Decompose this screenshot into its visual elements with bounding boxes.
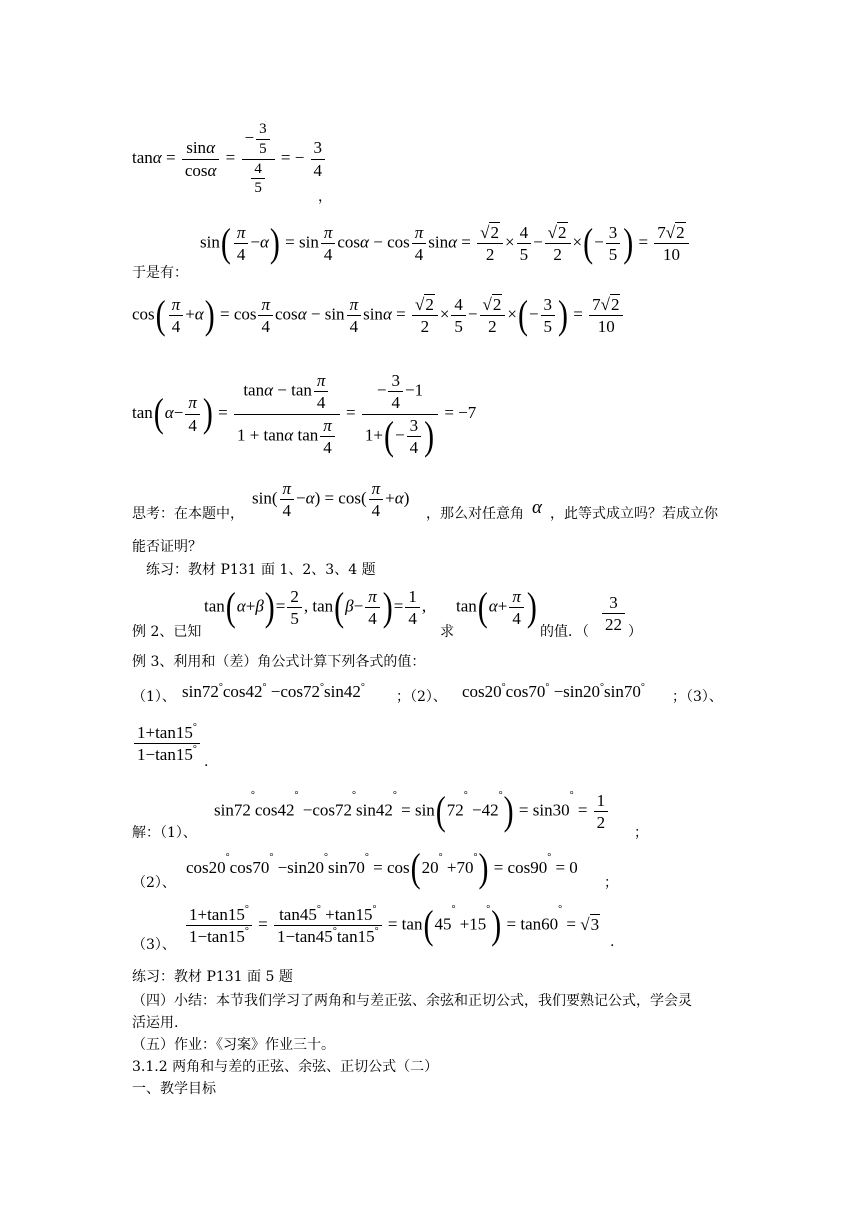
example-3-expr2: cos20°cos70° −sin20°sin70° bbox=[462, 682, 645, 701]
example-2-answer: $\frac{3}{22}$ bbox=[600, 592, 627, 636]
section-title: 3.1.2 两角和与差的正弦、余弦、正切公式（二） bbox=[132, 1059, 439, 1075]
summary-line-2: 活运用. bbox=[132, 1015, 179, 1031]
think-line-2: 能否证明？ bbox=[132, 539, 202, 555]
example-2-suffix: 的值．（ bbox=[540, 624, 589, 640]
solution-2-label: （2）、 bbox=[132, 875, 176, 891]
tan-difference-equation: tan(α− $\frac{\pi}{4}$ ) = tanα − tan $\frac{\pi}{4}$ 1 + tanα tan $\frac{\pi}{4}$ = − $\frac{3}{4}$ −1 1+(− $\frac{3}{4}$ ) = −7 bbox=[132, 371, 477, 459]
solution-1-label: 解：（1）、 bbox=[132, 825, 197, 841]
solution-1-end: ； bbox=[634, 825, 648, 841]
example-3-part2-label: ；（2）、 bbox=[396, 689, 447, 705]
practice-line-1: 练习：教材 P131 面 1、2、3、4 题 bbox=[146, 562, 376, 578]
comma-mark: ， bbox=[318, 189, 332, 205]
think-suffix-b: ，此等式成立吗？若成立你 bbox=[550, 506, 718, 522]
homework-line: （五）作业：《习案》作业三十。 bbox=[132, 1037, 335, 1053]
example-3-expr1: sin72°cos42° −cos72°sin42° bbox=[182, 682, 365, 701]
solution-3-equation: $\frac{1+\tan 15^\circ}{1-\tan 15^\circ}$ = $\frac{\tan 45^\circ +\tan 15^\circ}{1-\tan 45^\circ\tan 15^\circ}$ = tan(45° +15°) = tan60° = √3 bbox=[184, 904, 600, 948]
objectives-heading: 一、教学目标 bbox=[132, 1081, 216, 1097]
example-2-target: tan(α+ $\frac{\pi}{4}$ ) bbox=[456, 584, 537, 630]
example-3-end: . bbox=[204, 754, 209, 770]
cos-sum-equation: cos( $\frac{\pi}{4}$ +α) = cos $\frac{\pi}{4}$ cosα − sin $\frac{\pi}{4}$ sinα = $\frac{√2}{2}$ × $\frac{4}{5}$ − $\frac{√2}{2}$ ×(− $\frac{3}{5}$ ) = $\frac{7√2}{10}$ bbox=[132, 294, 625, 338]
example-3-part3-label: ；（3）、 bbox=[672, 689, 723, 705]
summary-line-1: （四）小结：本节我们学习了两角和与差正弦、余弦和正切公式，我们要熟记公式，学会灵 bbox=[132, 993, 692, 1009]
yu-shi-you-label: 于是有： bbox=[132, 265, 188, 281]
tan-alpha-equation: tanα = $\frac{\sin\alpha}{\cos\alpha}$ = − $\frac{3}{5}$ $\frac{4}{5}$ = − $\frac{3}{4}$ bbox=[132, 120, 327, 198]
example-3-expr3: $\frac{1+\tan 15^\circ}{1-\tan 15^\circ}$ bbox=[132, 722, 202, 766]
example-2-qiu: 求 bbox=[440, 624, 454, 640]
solution-1-equation: sin72°cos42° −cos72°sin42° = sin(72° −42°) = sin30° = $\frac{1}{2}$ bbox=[214, 790, 610, 834]
sin-difference-equation: sin( $\frac{\pi}{4}$ −α) = sin $\frac{\pi}{4}$ cosα − cos $\frac{\pi}{4}$ sinα = $\frac{√2}{2}$ × $\frac{4}{5}$ − $\frac{√2}{2}$ ×(− $\frac{3}{5}$ ) = $\frac{7√2}{10}$ bbox=[200, 222, 691, 266]
example-2-prefix: 例 2、已知 bbox=[132, 624, 202, 640]
example-3-part1-label: （1）、 bbox=[132, 689, 176, 705]
solution-2-equation: cos20°cos70° −sin20°sin70° = cos(20° +70°) = cos90° = 0 bbox=[186, 846, 578, 891]
practice-line-2: 练习：教材 P131 面 5 题 bbox=[132, 969, 293, 985]
think-suffix-a: ，那么对任意角 bbox=[426, 506, 524, 522]
solution-3-label: （3）、 bbox=[132, 937, 176, 953]
solution-2-end: ； bbox=[604, 875, 618, 891]
think-prefix: 思考：在本题中， bbox=[132, 506, 244, 522]
example-2-close: ） bbox=[628, 624, 642, 640]
example-2-given: tan(α+β)= $\frac{2}{5}$ , tan(β− $\frac{\pi}{4}$ )= $\frac{1}{4}$ , bbox=[204, 584, 427, 630]
solution-3-end: . bbox=[610, 934, 615, 950]
example-3-title: 例 3、利用和（差）角公式计算下列各式的值： bbox=[132, 654, 426, 670]
identity-equation: sin( $\frac{\pi}{4}$ −α) = cos( $\frac{\pi}{4}$ +α) bbox=[252, 479, 410, 521]
think-alpha: α bbox=[532, 497, 542, 518]
